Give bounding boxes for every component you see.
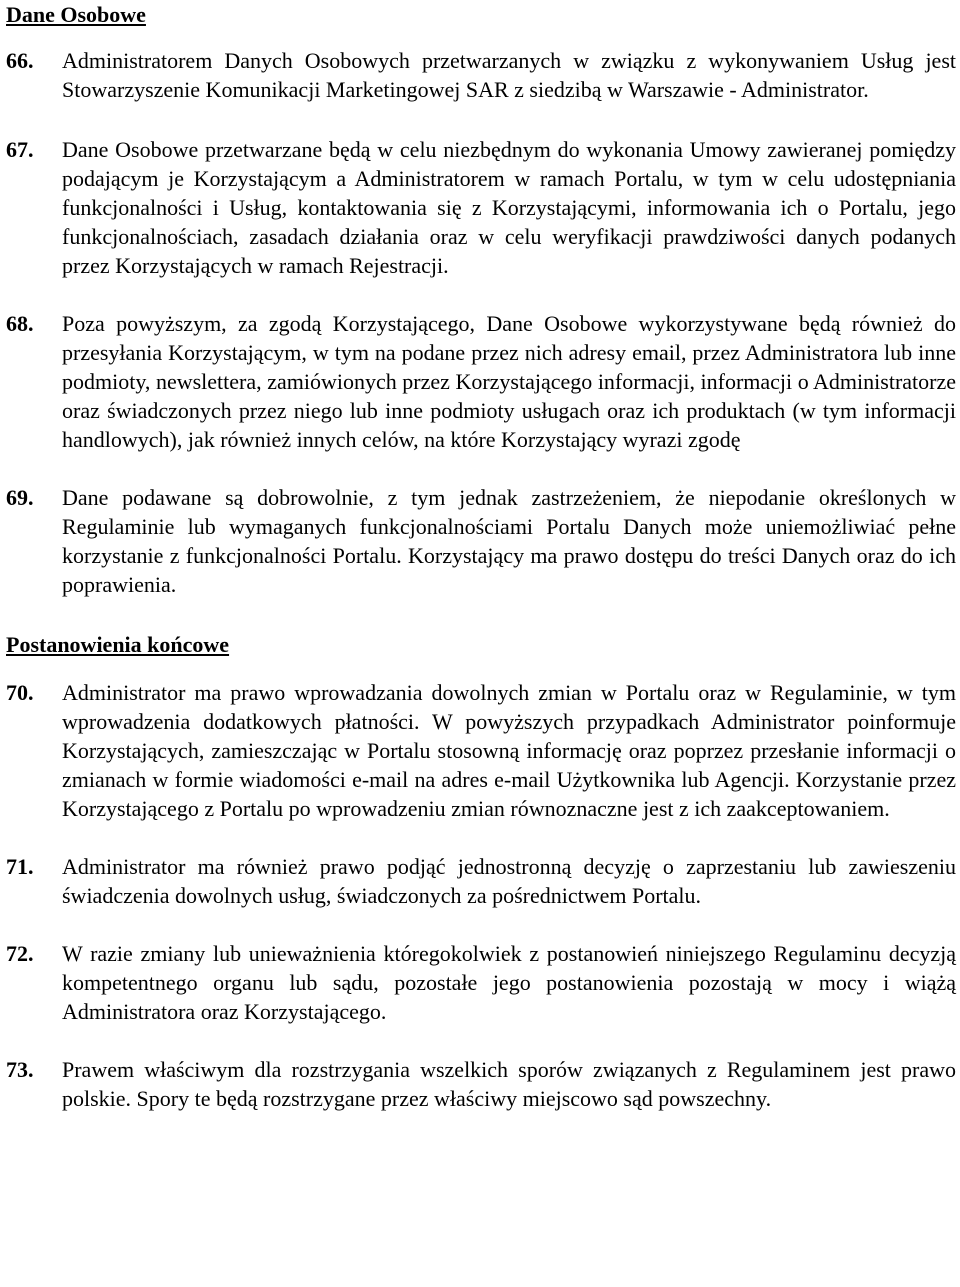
section-heading: Postanowienia końcowe — [6, 632, 230, 657]
clause-text: Administrator ma również prawo podjąć jednostronną decyzję o zaprzestaniu lub zawieszeniu świadczenia dowolnych usług, świadczonych za pośrednictwem Portalu. — [62, 854, 956, 908]
clause-number: 73. — [6, 1057, 34, 1082]
clause-text: Administrator ma prawo wprowadzania dowolnych zmian w Portalu oraz w Regulaminie, w tym wprowadzenia dodatkowych płatności. W powyższych przypadkach Administrator poinformuje Korzystających, zamieszczając w Portalu stosowną informację oraz poprzez przesłanie informacji o zmianach w formie wiadomości e-mail na adres e-mail Użytkownika lub Agencji. Korzystanie przez Korzystającego z Portalu po wprowadzeniu zmian równoznaczne jest z ich zaakceptowaniem. — [62, 680, 956, 821]
clause-number: 71. — [6, 854, 34, 879]
clause-text: Dane Osobowe przetwarzane będą w celu niezbędnym do wykonania Umowy zawieranej pomiędzy podającym je Korzystającym a Administratorem w ramach Portalu, w tym w celu udostępniania funkcjonalności i Usług, kontaktowania się z Korzystającymi, informowania ich o Portalu, jego funkcjonalnościach, zasadach działania oraz w celu weryfikacji prawdziwości danych podanych przez Korzystających w ramach Rejestracji. — [62, 137, 956, 278]
clause-69 — [6, 483, 956, 599]
clause-72 — [6, 939, 956, 1026]
clause-number: 70. — [6, 680, 34, 705]
clause-number: 72. — [6, 941, 34, 966]
clause-text: W razie zmiany lub unieważnienia któregokolwiek z postanowień niniejszego Regulaminu decyzją kompetentnego organu lub sądu, pozostałe jego postanowienia pozostają w mocy i wiążą Administratora oraz Korzystającego. — [62, 941, 956, 1024]
section-heading: Dane Osobowe — [6, 2, 146, 27]
clause-70 — [6, 678, 956, 823]
clause-66 — [6, 46, 956, 104]
clause-text: Poza powyższym, za zgodą Korzystającego, Dane Osobowe wykorzystywane będą również do przesyłania Korzystającym, w tym na podane przez nich adresy email, przez Administratora lub inne podmioty, newslettera, zamiówionych przez Korzystającego informacji, informacji o Administratorze oraz świadczonych przez niego lub inne podmioty usługach oraz ich produktach (w tym informacji handlowych), jak również innych celów, na które Korzystający wyrazi zgodę — [62, 311, 956, 452]
clause-68 — [6, 309, 956, 454]
clause-number: 68. — [6, 311, 34, 336]
clause-number: 67. — [6, 137, 34, 162]
section-postanowienia-koncowe — [6, 630, 956, 1113]
section-dane-osobowe — [6, 0, 956, 599]
document-page — [6, 0, 956, 1113]
clause-67 — [6, 135, 956, 280]
clause-number: 66. — [6, 48, 34, 73]
clause-71 — [6, 852, 956, 910]
clause-text: Administratorem Danych Osobowych przetwarzanych w związku z wykonywaniem Usług jest Stowarzyszenie Komunikacji Marketingowej SAR z siedzibą w Warszawie - Administrator. — [62, 48, 956, 102]
clause-text: Dane podawane są dobrowolnie, z tym jednak zastrzeżeniem, że niepodanie określonych w Regulaminie lub wymaganych funkcjonalnościami Portalu Danych może uniemożliwiać pełne korzystanie z funkcjonalności Portalu. Korzystający ma prawo dostępu do treści Danych oraz do ich poprawienia. — [62, 485, 956, 597]
clause-73 — [6, 1055, 956, 1113]
clause-text: Prawem właściwym dla rozstrzygania wszelkich sporów związanych z Regulaminem jest prawo polskie. Spory te będą rozstrzygane przez właściwy miejscowo sąd powszechny. — [62, 1057, 956, 1111]
clause-number: 69. — [6, 485, 34, 510]
